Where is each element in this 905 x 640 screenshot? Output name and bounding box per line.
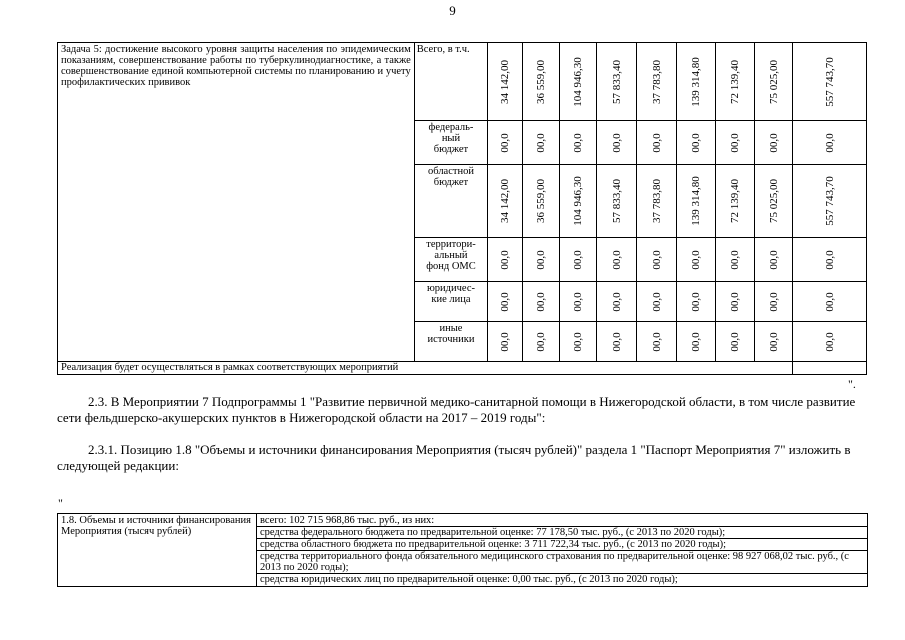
value-cell: 00,0 xyxy=(677,282,716,322)
passport-line: средства территориального фонда обязательного медицинского страхования по предварительной оценке: 98 927 068,02 тыс. руб., (с 2013 по 2020 годы); xyxy=(257,551,867,574)
value-cell: 00,0 xyxy=(637,282,677,322)
funding-source: федераль- ный бюджет xyxy=(414,121,487,165)
implementation-note: Реализация будет осуществляться в рамках соответствующих мероприятий xyxy=(58,362,793,375)
value-cell: 00,0 xyxy=(559,121,597,165)
value-cell: 72 139,40 xyxy=(715,165,754,238)
value-cell: 72 139,40 xyxy=(715,43,754,121)
passport-line: средства федерального бюджета по предварительной оценке: 77 178,50 тыс. руб., (с 2013 по 2020 годы); xyxy=(257,527,867,539)
funding-source: областной бюджет xyxy=(414,165,487,238)
value-cell: 37 783,80 xyxy=(637,43,677,121)
value-cell: 75 025,00 xyxy=(754,43,793,121)
value-cell: 00,0 xyxy=(488,238,523,282)
value-cell: 104 946,30 xyxy=(559,165,597,238)
value-cell: 00,0 xyxy=(793,322,867,362)
value-cell: 00,0 xyxy=(793,121,867,165)
value-cell: 00,0 xyxy=(597,238,637,282)
value-cell: 00,0 xyxy=(559,238,597,282)
passport-line: средства областного бюджета по предварительной оценке: 3 711 722,34 тыс. руб., (с 2013 по 2020 годы); xyxy=(257,539,867,551)
value-cell: 00,0 xyxy=(637,238,677,282)
value-cell: 00,0 xyxy=(715,322,754,362)
value-cell: 00,0 xyxy=(754,282,793,322)
value-cell: 00,0 xyxy=(677,238,716,282)
value-cell: 00,0 xyxy=(754,238,793,282)
funding-source: территори- альный фонд ОМС xyxy=(414,238,487,282)
value-cell: 00,0 xyxy=(522,282,559,322)
value-cell: 557 743,70 xyxy=(793,165,867,238)
value-cell: 37 783,80 xyxy=(637,165,677,238)
value-cell: 00,0 xyxy=(677,121,716,165)
value-cell: 00,0 xyxy=(754,322,793,362)
value-cell: 557 743,70 xyxy=(793,43,867,121)
opening-quote: " xyxy=(58,496,63,510)
financing-table xyxy=(57,42,867,375)
value-cell: 00,0 xyxy=(677,322,716,362)
passport-row xyxy=(58,514,868,587)
value-cell: 00,0 xyxy=(488,322,523,362)
value-cell: 00,0 xyxy=(559,322,597,362)
value-cell: 00,0 xyxy=(715,282,754,322)
value-cell: 104 946,30 xyxy=(559,43,597,121)
value-cell: 00,0 xyxy=(488,121,523,165)
value-cell: 00,0 xyxy=(754,121,793,165)
note-row xyxy=(58,362,867,375)
passport-line: всего: 102 715 968,86 тыс. руб., из них: xyxy=(257,515,867,527)
value-cell: 139 314,80 xyxy=(677,43,716,121)
value-cell: 57 833,40 xyxy=(597,43,637,121)
value-cell: 00,0 xyxy=(488,282,523,322)
value-cell: 00,0 xyxy=(715,121,754,165)
page-number: 9 xyxy=(449,3,456,18)
passport-values xyxy=(257,514,868,587)
funding-source: Всего, в т.ч. xyxy=(414,43,487,121)
task-description: Задача 5: достижение высокого уровня защиты населения по эпидемическим показаниям, совершенствование работы по туберкулинодиагностике, а также совершенствование единой компьютерной системы по планированию и учету профилактических прививок xyxy=(58,43,415,362)
value-cell: 75 025,00 xyxy=(754,165,793,238)
paragraph-2-3-1: 2.3.1. Позицию 1.8 "Объемы и источники финансирования Мероприятия (тысяч рублей)" раздела 1 "Паспорт Мероприятия 7" изложить в следующей редакции: xyxy=(57,442,851,473)
value-cell: 00,0 xyxy=(597,121,637,165)
value-cell: 00,0 xyxy=(637,322,677,362)
value-cell: 34 142,00 xyxy=(488,165,523,238)
value-cell: 00,0 xyxy=(793,282,867,322)
value-cell: 36 559,00 xyxy=(522,165,559,238)
value-cell: 00,0 xyxy=(522,121,559,165)
value-cell: 00,0 xyxy=(559,282,597,322)
closing-quote: ". xyxy=(848,377,856,391)
note-empty-cell xyxy=(793,362,867,375)
passport-line: средства юридических лиц по предварительной оценке: 0,00 тыс. руб., (с 2013 по 2020 годы); xyxy=(260,574,678,585)
value-cell: 34 142,00 xyxy=(488,43,523,121)
value-cell: 36 559,00 xyxy=(522,43,559,121)
value-cell: 139 314,80 xyxy=(677,165,716,238)
value-cell: 57 833,40 xyxy=(597,165,637,238)
value-cell: 00,0 xyxy=(522,238,559,282)
value-cell: 00,0 xyxy=(715,238,754,282)
paragraph-2-3: 2.3. В Мероприятии 7 Подпрограммы 1 "Развитие первичной медико-санитарной помощи в Нижегородской области, в том числе развитие сети фельдшерско-акушерских пунктов в Нижегородской области на 2017 – 2019 годы": xyxy=(57,394,856,425)
value-cell: 00,0 xyxy=(597,322,637,362)
value-cell: 00,0 xyxy=(637,121,677,165)
value-cell: 00,0 xyxy=(522,322,559,362)
funding-source: иные источники xyxy=(414,322,487,362)
value-cell: 00,0 xyxy=(793,238,867,282)
passport-table xyxy=(57,513,868,587)
passport-label: 1.8. Объемы и источники финансирования Мероприятия (тысяч рублей) xyxy=(58,514,257,587)
value-cell: 00,0 xyxy=(597,282,637,322)
funding-source: юридичес- кие лица xyxy=(414,282,487,322)
finance-row xyxy=(58,43,867,121)
